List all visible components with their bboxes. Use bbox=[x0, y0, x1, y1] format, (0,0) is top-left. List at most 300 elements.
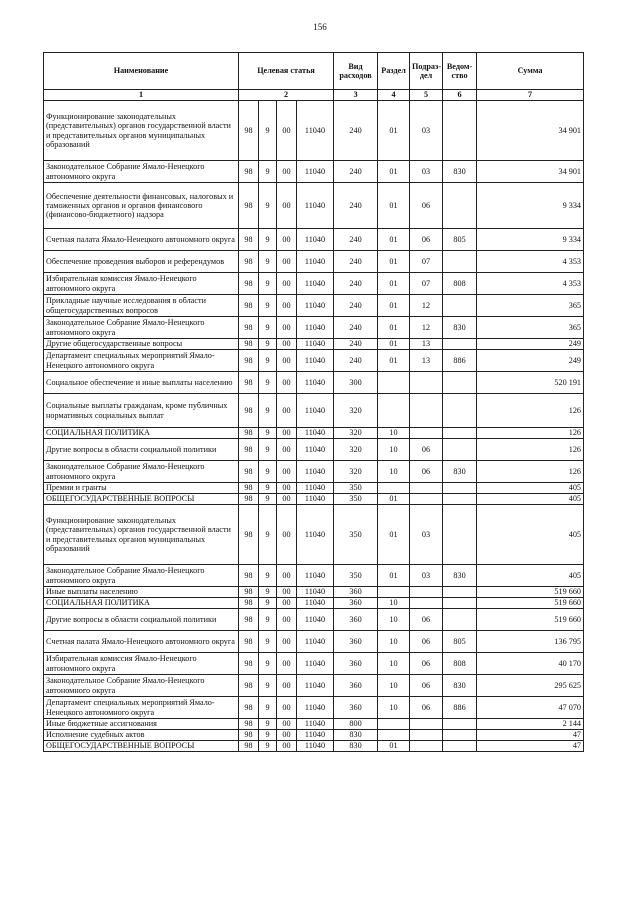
target-code: 11040 bbox=[297, 730, 334, 741]
department-code bbox=[443, 428, 477, 439]
table-row bbox=[44, 505, 584, 565]
subsection-code: 03 bbox=[410, 565, 443, 587]
expense-type-code: 350 bbox=[334, 483, 378, 494]
header-department: Ведом-ство bbox=[443, 53, 477, 90]
section-code: 01 bbox=[378, 565, 410, 587]
target-group: 00 bbox=[277, 483, 297, 494]
target-code: 11040 bbox=[297, 394, 334, 428]
subsection-code: 12 bbox=[410, 317, 443, 339]
department-code: 805 bbox=[443, 631, 477, 653]
row-amount: 405 bbox=[477, 505, 584, 565]
department-code bbox=[443, 598, 477, 609]
target-code: 11040 bbox=[297, 372, 334, 394]
target-subprogram: 9 bbox=[259, 428, 277, 439]
section-code: 01 bbox=[378, 183, 410, 229]
target-program: 98 bbox=[239, 439, 259, 461]
target-group: 00 bbox=[277, 101, 297, 161]
department-code: 808 bbox=[443, 653, 477, 675]
target-program: 98 bbox=[239, 719, 259, 730]
row-amount: 47 bbox=[477, 730, 584, 741]
section-code: 01 bbox=[378, 295, 410, 317]
subsection-code: 06 bbox=[410, 461, 443, 483]
target-group: 00 bbox=[277, 730, 297, 741]
expense-type-code: 350 bbox=[334, 565, 378, 587]
target-code: 11040 bbox=[297, 598, 334, 609]
target-code: 11040 bbox=[297, 565, 334, 587]
target-group: 00 bbox=[277, 565, 297, 587]
expense-type-code: 240 bbox=[334, 229, 378, 251]
target-subprogram: 9 bbox=[259, 229, 277, 251]
table-row bbox=[44, 273, 584, 295]
expense-type-code: 240 bbox=[334, 183, 378, 229]
row-name: Социальные выплаты гражданам, кроме публичных нормативных социальных выплат bbox=[44, 394, 239, 428]
subsection-code: 06 bbox=[410, 609, 443, 631]
target-code: 11040 bbox=[297, 719, 334, 730]
table-row bbox=[44, 339, 584, 350]
target-subprogram: 9 bbox=[259, 461, 277, 483]
expense-type-code: 240 bbox=[334, 295, 378, 317]
target-group: 00 bbox=[277, 428, 297, 439]
row-amount: 249 bbox=[477, 339, 584, 350]
table-row bbox=[44, 565, 584, 587]
target-code: 11040 bbox=[297, 675, 334, 697]
target-code: 11040 bbox=[297, 339, 334, 350]
index-cell: 6 bbox=[443, 90, 477, 101]
table-body bbox=[44, 101, 584, 752]
section-code: 01 bbox=[378, 101, 410, 161]
row-name: Избирательная комиссия Ямало-Ненецкого автономного округа bbox=[44, 653, 239, 675]
target-program: 98 bbox=[239, 101, 259, 161]
section-code: 10 bbox=[378, 598, 410, 609]
target-program: 98 bbox=[239, 372, 259, 394]
table-row bbox=[44, 428, 584, 439]
subsection-code bbox=[410, 394, 443, 428]
row-name: Функционирование законодательных (представительных) органов государственной власти и представительных органов муниципальных образований bbox=[44, 505, 239, 565]
target-program: 98 bbox=[239, 428, 259, 439]
row-amount: 519 660 bbox=[477, 598, 584, 609]
target-code: 11040 bbox=[297, 161, 334, 183]
row-amount: 47 070 bbox=[477, 697, 584, 719]
target-subprogram: 9 bbox=[259, 741, 277, 752]
row-amount: 47 bbox=[477, 741, 584, 752]
target-group: 00 bbox=[277, 461, 297, 483]
target-subprogram: 9 bbox=[259, 101, 277, 161]
table-row bbox=[44, 251, 584, 273]
row-name: Иные выплаты населению bbox=[44, 587, 239, 598]
subsection-code: 13 bbox=[410, 350, 443, 372]
expense-type-code: 360 bbox=[334, 631, 378, 653]
section-code: 01 bbox=[378, 339, 410, 350]
header-name: Наименование bbox=[44, 53, 239, 90]
subsection-code: 03 bbox=[410, 101, 443, 161]
expense-type-code: 300 bbox=[334, 372, 378, 394]
target-code: 11040 bbox=[297, 609, 334, 631]
expense-type-code: 240 bbox=[334, 339, 378, 350]
department-code: 830 bbox=[443, 565, 477, 587]
section-code: 01 bbox=[378, 505, 410, 565]
target-code: 11040 bbox=[297, 483, 334, 494]
target-code: 11040 bbox=[297, 494, 334, 505]
index-cell: 1 bbox=[44, 90, 239, 101]
section-code bbox=[378, 394, 410, 428]
row-amount: 365 bbox=[477, 295, 584, 317]
subsection-code: 06 bbox=[410, 183, 443, 229]
subsection-code: 12 bbox=[410, 295, 443, 317]
row-amount: 4 353 bbox=[477, 251, 584, 273]
table-row bbox=[44, 494, 584, 505]
table-row bbox=[44, 101, 584, 161]
target-subprogram: 9 bbox=[259, 439, 277, 461]
target-code: 11040 bbox=[297, 505, 334, 565]
subsection-code bbox=[410, 719, 443, 730]
target-subprogram: 9 bbox=[259, 273, 277, 295]
row-name: Законодательное Собрание Ямало-Ненецкого автономного округа bbox=[44, 317, 239, 339]
row-name: Законодательное Собрание Ямало-Ненецкого автономного округа bbox=[44, 461, 239, 483]
target-group: 00 bbox=[277, 161, 297, 183]
table-row bbox=[44, 631, 584, 653]
row-name: Счетная палата Ямало-Ненецкого автономного округа bbox=[44, 229, 239, 251]
row-name: Обеспечение деятельности финансовых, налоговых и таможенных органов и органов финансового (финансово-бюджетного) надзора bbox=[44, 183, 239, 229]
table-row bbox=[44, 317, 584, 339]
section-code bbox=[378, 587, 410, 598]
header-amount: Сумма bbox=[477, 53, 584, 90]
subsection-code bbox=[410, 428, 443, 439]
target-group: 00 bbox=[277, 598, 297, 609]
table-row bbox=[44, 730, 584, 741]
target-subprogram: 9 bbox=[259, 372, 277, 394]
target-code: 11040 bbox=[297, 229, 334, 251]
expense-type-code: 360 bbox=[334, 587, 378, 598]
target-group: 00 bbox=[277, 350, 297, 372]
row-amount: 126 bbox=[477, 439, 584, 461]
target-code: 11040 bbox=[297, 461, 334, 483]
expense-type-code: 320 bbox=[334, 439, 378, 461]
target-program: 98 bbox=[239, 631, 259, 653]
target-group: 00 bbox=[277, 339, 297, 350]
row-name: Другие вопросы в области социальной политики bbox=[44, 439, 239, 461]
subsection-code: 03 bbox=[410, 505, 443, 565]
target-program: 98 bbox=[239, 483, 259, 494]
target-code: 11040 bbox=[297, 741, 334, 752]
expense-type-code: 360 bbox=[334, 609, 378, 631]
target-group: 00 bbox=[277, 439, 297, 461]
target-program: 98 bbox=[239, 273, 259, 295]
section-code: 01 bbox=[378, 273, 410, 295]
target-subprogram: 9 bbox=[259, 565, 277, 587]
target-program: 98 bbox=[239, 587, 259, 598]
header-target: Целевая статья bbox=[239, 53, 334, 90]
row-amount: 9 334 bbox=[477, 229, 584, 251]
section-code bbox=[378, 372, 410, 394]
target-program: 98 bbox=[239, 350, 259, 372]
section-code: 01 bbox=[378, 229, 410, 251]
table-row bbox=[44, 295, 584, 317]
department-code bbox=[443, 505, 477, 565]
target-program: 98 bbox=[239, 183, 259, 229]
target-code: 11040 bbox=[297, 697, 334, 719]
row-amount: 405 bbox=[477, 494, 584, 505]
target-program: 98 bbox=[239, 251, 259, 273]
expense-type-code: 320 bbox=[334, 428, 378, 439]
target-code: 11040 bbox=[297, 350, 334, 372]
target-program: 98 bbox=[239, 161, 259, 183]
target-subprogram: 9 bbox=[259, 697, 277, 719]
row-amount: 249 bbox=[477, 350, 584, 372]
target-code: 11040 bbox=[297, 428, 334, 439]
target-group: 00 bbox=[277, 372, 297, 394]
target-subprogram: 9 bbox=[259, 719, 277, 730]
index-cell: 3 bbox=[334, 90, 378, 101]
target-code: 11040 bbox=[297, 653, 334, 675]
target-group: 00 bbox=[277, 183, 297, 229]
target-group: 00 bbox=[277, 494, 297, 505]
subsection-code bbox=[410, 730, 443, 741]
subsection-code: 07 bbox=[410, 251, 443, 273]
department-code: 830 bbox=[443, 675, 477, 697]
row-name: Социальное обеспечение и иные выплаты населению bbox=[44, 372, 239, 394]
subsection-code bbox=[410, 598, 443, 609]
section-code: 10 bbox=[378, 439, 410, 461]
target-group: 00 bbox=[277, 251, 297, 273]
target-code: 11040 bbox=[297, 295, 334, 317]
target-subprogram: 9 bbox=[259, 730, 277, 741]
target-code: 11040 bbox=[297, 183, 334, 229]
section-code: 10 bbox=[378, 697, 410, 719]
row-amount: 126 bbox=[477, 461, 584, 483]
department-code bbox=[443, 587, 477, 598]
target-program: 98 bbox=[239, 339, 259, 350]
target-subprogram: 9 bbox=[259, 183, 277, 229]
row-name: Департамент специальных мероприятий Ямало-Ненецкого автономного округа bbox=[44, 697, 239, 719]
department-code: 886 bbox=[443, 350, 477, 372]
target-program: 98 bbox=[239, 609, 259, 631]
target-subprogram: 9 bbox=[259, 631, 277, 653]
target-group: 00 bbox=[277, 741, 297, 752]
expense-type-code: 350 bbox=[334, 494, 378, 505]
subsection-code bbox=[410, 741, 443, 752]
table-row bbox=[44, 653, 584, 675]
row-amount: 136 795 bbox=[477, 631, 584, 653]
table-row bbox=[44, 697, 584, 719]
target-group: 00 bbox=[277, 653, 297, 675]
expense-type-code: 800 bbox=[334, 719, 378, 730]
department-code bbox=[443, 101, 477, 161]
subsection-code: 06 bbox=[410, 229, 443, 251]
department-code: 808 bbox=[443, 273, 477, 295]
expense-type-code: 830 bbox=[334, 741, 378, 752]
target-code: 11040 bbox=[297, 251, 334, 273]
department-code bbox=[443, 719, 477, 730]
target-subprogram: 9 bbox=[259, 505, 277, 565]
target-program: 98 bbox=[239, 229, 259, 251]
expense-type-code: 320 bbox=[334, 461, 378, 483]
subsection-code bbox=[410, 494, 443, 505]
row-amount: 126 bbox=[477, 428, 584, 439]
department-code: 805 bbox=[443, 229, 477, 251]
table-row bbox=[44, 229, 584, 251]
row-amount: 365 bbox=[477, 317, 584, 339]
expense-type-code: 350 bbox=[334, 505, 378, 565]
row-amount: 519 660 bbox=[477, 587, 584, 598]
department-code bbox=[443, 609, 477, 631]
target-subprogram: 9 bbox=[259, 483, 277, 494]
row-amount: 34 901 bbox=[477, 161, 584, 183]
target-program: 98 bbox=[239, 741, 259, 752]
index-row bbox=[44, 90, 584, 101]
target-subprogram: 9 bbox=[259, 394, 277, 428]
table-row bbox=[44, 587, 584, 598]
target-program: 98 bbox=[239, 697, 259, 719]
index-cell: 4 bbox=[378, 90, 410, 101]
target-code: 11040 bbox=[297, 631, 334, 653]
department-code: 830 bbox=[443, 461, 477, 483]
table-row bbox=[44, 483, 584, 494]
row-name: Другие вопросы в области социальной политики bbox=[44, 609, 239, 631]
subsection-code: 07 bbox=[410, 273, 443, 295]
section-code bbox=[378, 719, 410, 730]
index-cell: 2 bbox=[239, 90, 334, 101]
expense-type-code: 240 bbox=[334, 350, 378, 372]
subsection-code: 06 bbox=[410, 653, 443, 675]
target-subprogram: 9 bbox=[259, 350, 277, 372]
table-row bbox=[44, 461, 584, 483]
row-amount: 126 bbox=[477, 394, 584, 428]
row-name: Функционирование законодательных (представительных) органов государственной власти и представительных органов муниципальных образований bbox=[44, 101, 239, 161]
department-code bbox=[443, 483, 477, 494]
department-code: 830 bbox=[443, 161, 477, 183]
target-subprogram: 9 bbox=[259, 675, 277, 697]
target-program: 98 bbox=[239, 494, 259, 505]
department-code: 830 bbox=[443, 317, 477, 339]
table-row bbox=[44, 719, 584, 730]
row-name: ОБЩЕГОСУДАРСТВЕННЫЕ ВОПРОСЫ bbox=[44, 741, 239, 752]
row-amount: 9 334 bbox=[477, 183, 584, 229]
expense-type-code: 360 bbox=[334, 697, 378, 719]
subsection-code bbox=[410, 587, 443, 598]
expense-type-code: 360 bbox=[334, 675, 378, 697]
row-name: Департамент специальных мероприятий Ямало-Ненецкого автономного округа bbox=[44, 350, 239, 372]
table-row bbox=[44, 439, 584, 461]
target-program: 98 bbox=[239, 461, 259, 483]
row-name: Законодательное Собрание Ямало-Ненецкого автономного округа bbox=[44, 161, 239, 183]
target-code: 11040 bbox=[297, 101, 334, 161]
section-code: 10 bbox=[378, 609, 410, 631]
target-group: 00 bbox=[277, 505, 297, 565]
subsection-code: 13 bbox=[410, 339, 443, 350]
section-code: 10 bbox=[378, 428, 410, 439]
header-section: Раздел bbox=[378, 53, 410, 90]
expense-type-code: 240 bbox=[334, 273, 378, 295]
row-name: Законодательное Собрание Ямало-Ненецкого автономного округа bbox=[44, 675, 239, 697]
target-subprogram: 9 bbox=[259, 587, 277, 598]
target-group: 00 bbox=[277, 317, 297, 339]
target-program: 98 bbox=[239, 730, 259, 741]
target-program: 98 bbox=[239, 653, 259, 675]
row-name: СОЦИАЛЬНАЯ ПОЛИТИКА bbox=[44, 598, 239, 609]
target-subprogram: 9 bbox=[259, 609, 277, 631]
target-code: 11040 bbox=[297, 317, 334, 339]
target-subprogram: 9 bbox=[259, 161, 277, 183]
target-group: 00 bbox=[277, 273, 297, 295]
row-amount: 2 144 bbox=[477, 719, 584, 730]
target-program: 98 bbox=[239, 317, 259, 339]
subsection-code: 03 bbox=[410, 161, 443, 183]
department-code bbox=[443, 494, 477, 505]
target-program: 98 bbox=[239, 295, 259, 317]
section-code bbox=[378, 483, 410, 494]
section-code bbox=[378, 730, 410, 741]
department-code: 886 bbox=[443, 697, 477, 719]
row-name: Премии и гранты bbox=[44, 483, 239, 494]
row-name: Исполнение судебных актов bbox=[44, 730, 239, 741]
table-row bbox=[44, 350, 584, 372]
department-code bbox=[443, 394, 477, 428]
department-code bbox=[443, 730, 477, 741]
section-code: 01 bbox=[378, 251, 410, 273]
target-group: 00 bbox=[277, 609, 297, 631]
target-subprogram: 9 bbox=[259, 653, 277, 675]
table-row bbox=[44, 741, 584, 752]
budget-table bbox=[43, 52, 584, 752]
department-code bbox=[443, 339, 477, 350]
table-row bbox=[44, 675, 584, 697]
row-name: Прикладные научные исследования в области общегосударственных вопросов bbox=[44, 295, 239, 317]
row-amount: 295 625 bbox=[477, 675, 584, 697]
row-amount: 40 170 bbox=[477, 653, 584, 675]
target-group: 00 bbox=[277, 675, 297, 697]
row-amount: 4 353 bbox=[477, 273, 584, 295]
row-name: Законодательное Собрание Ямало-Ненецкого автономного округа bbox=[44, 565, 239, 587]
section-code: 10 bbox=[378, 631, 410, 653]
row-name: ОБЩЕГОСУДАРСТВЕННЫЕ ВОПРОСЫ bbox=[44, 494, 239, 505]
page-number: 156 bbox=[313, 22, 327, 32]
target-program: 98 bbox=[239, 675, 259, 697]
table-row bbox=[44, 372, 584, 394]
section-code: 10 bbox=[378, 653, 410, 675]
index-cell: 5 bbox=[410, 90, 443, 101]
subsection-code: 06 bbox=[410, 631, 443, 653]
target-code: 11040 bbox=[297, 439, 334, 461]
target-program: 98 bbox=[239, 505, 259, 565]
row-name: Избирательная комиссия Ямало-Ненецкого автономного округа bbox=[44, 273, 239, 295]
row-amount: 519 660 bbox=[477, 609, 584, 631]
section-code: 01 bbox=[378, 161, 410, 183]
section-code: 10 bbox=[378, 675, 410, 697]
target-subprogram: 9 bbox=[259, 494, 277, 505]
expense-type-code: 240 bbox=[334, 101, 378, 161]
department-code bbox=[443, 183, 477, 229]
header-expense-type: Вид расходов bbox=[334, 53, 378, 90]
expense-type-code: 360 bbox=[334, 598, 378, 609]
target-subprogram: 9 bbox=[259, 295, 277, 317]
target-group: 00 bbox=[277, 697, 297, 719]
row-amount: 34 901 bbox=[477, 101, 584, 161]
table-row bbox=[44, 161, 584, 183]
target-subprogram: 9 bbox=[259, 317, 277, 339]
target-program: 98 bbox=[239, 565, 259, 587]
target-subprogram: 9 bbox=[259, 598, 277, 609]
index-cell: 7 bbox=[477, 90, 584, 101]
row-name: СОЦИАЛЬНАЯ ПОЛИТИКА bbox=[44, 428, 239, 439]
target-code: 11040 bbox=[297, 587, 334, 598]
section-code: 01 bbox=[378, 350, 410, 372]
target-subprogram: 9 bbox=[259, 339, 277, 350]
target-group: 00 bbox=[277, 587, 297, 598]
subsection-code: 06 bbox=[410, 439, 443, 461]
subsection-code: 06 bbox=[410, 697, 443, 719]
target-subprogram: 9 bbox=[259, 251, 277, 273]
target-group: 00 bbox=[277, 229, 297, 251]
